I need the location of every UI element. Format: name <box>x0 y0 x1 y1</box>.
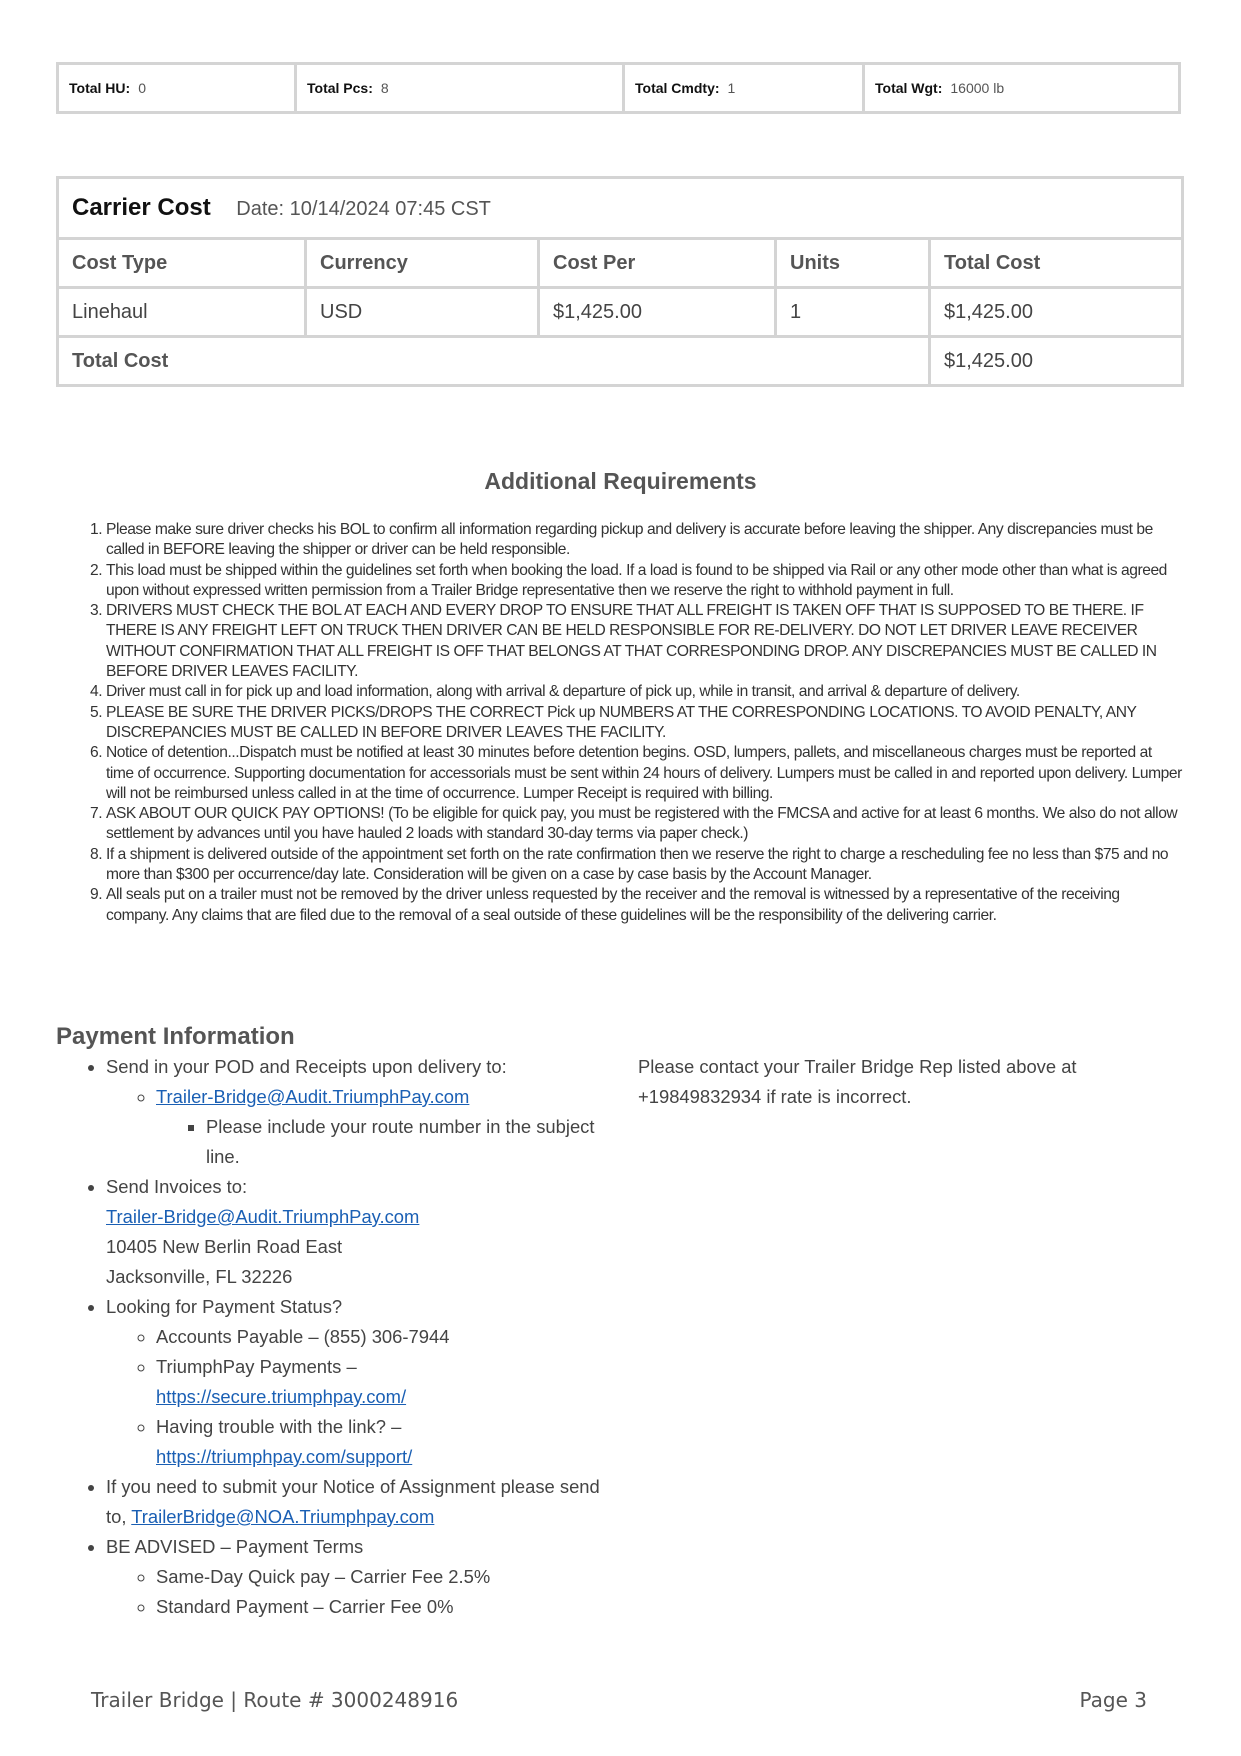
carrier-cost-header <box>58 178 1183 239</box>
pod-note: ▪ Please include your route number in the subject line. <box>206 1112 616 1172</box>
list-item <box>106 1472 616 1532</box>
payment-info-list <box>56 1052 616 1622</box>
total-hu-label: Total HU: <box>69 80 131 96</box>
accounts-payable-item: ◦ Accounts Payable – (855) 306-7944 <box>156 1322 616 1352</box>
total-pcs-value: 8 <box>380 80 389 96</box>
payment-term-item: ◦ Same-Day Quick pay – Carrier Fee 2.5% <box>156 1562 616 1592</box>
requirement-item: 9. All seals put on a trailer must not be removed by the driver unless requested by the receiver and the removal is witnessed by a representative of the receiving company. Any claims that are filed due to the removal of a seal outside of these guidelines will be the responsibility of the delivering carrier. <box>106 885 1182 926</box>
cell-cost-type: Linehaul <box>58 288 306 337</box>
pod-text: Send in your POD and Receipts upon delivery to: <box>106 1056 507 1077</box>
requirement-item: 4. Driver must call in for pick up and load information, along with arrival & departure of pick up, while in transit, and arrival & departure of delivery. <box>106 682 1182 702</box>
invoice-address-line1: 10405 New Berlin Road East <box>106 1236 343 1257</box>
total-wgt-value: 16000 lb <box>950 80 1005 96</box>
total-cmdty-label: Total Cmdty: <box>635 80 720 96</box>
col-cost-type: Cost Type <box>58 239 306 288</box>
total-cost-label: Total Cost <box>58 337 930 386</box>
total-hu-value: 0 <box>138 80 146 96</box>
requirements-title: Additional Requirements <box>484 468 757 494</box>
footer-page-number: Page 3 <box>1079 1688 1147 1712</box>
total-pcs <box>297 62 625 114</box>
col-total-cost: Total Cost <box>930 239 1183 288</box>
requirement-item: 5. PLEASE BE SURE THE DRIVER PICKS/DROPS THE CORRECT Pick up NUMBERS AT THE CORRESPONDING LOCATIONS. TO AVOID PENALTY, ANY DISCREPANCIES MUST BE CALLED IN BEFORE DRIVER LEAVES THE FACILITY. <box>106 703 1182 744</box>
table-row <box>58 288 1183 337</box>
support-link[interactable]: https://triumphpay.com/support/ <box>156 1446 413 1467</box>
cell-currency: USD <box>306 288 539 337</box>
noa-text: If you need to submit your Notice of Assignment please send to, <box>106 1476 600 1527</box>
requirement-item: 1. Please make sure driver checks his BOL to confirm all information regarding pickup and delivery is accurate before leaving the shipper. Any discrepancies must be called in BEFORE leaving the shipper or driver can be held responsible. <box>106 520 1182 561</box>
requirement-item: 6. Notice of detention...Dispatch must be notified at least 30 minutes before detention begins. OSD, lumpers, pallets, and miscellaneous charges must be reported at time of occurrence. Supporting documentation for accessorials must be sent within 24 hours of delivery. Lumpers must be called in and reported upon delivery. Lumper will not be reimbursed unless called in at the time of occurrence. Lumper Receipt is required with billing. <box>106 743 1182 804</box>
col-cost-per: Cost Per <box>539 239 776 288</box>
list-item <box>156 1082 616 1172</box>
footer-route: Trailer Bridge | Route # 3000248916 <box>91 1688 459 1712</box>
cell-total-cost: $1,425.00 <box>930 288 1183 337</box>
col-currency: Currency <box>306 239 539 288</box>
invoice-text: Send Invoices to: <box>106 1176 248 1197</box>
noa-email-link[interactable]: TrailerBridge@NOA.Triumphpay.com <box>131 1506 435 1527</box>
requirement-item: 2. This load must be shipped within the guidelines set forth when booking the load. If a load is found to be shipped via Rail or any other mode other than what is agreed upon without expressed written permission from a Trailer Bridge representative then we reserve the right to withhold payment in full. <box>106 561 1182 602</box>
table-header-row <box>58 239 1183 288</box>
cell-units: 1 <box>776 288 930 337</box>
requirement-item: 3. DRIVERS MUST CHECK THE BOL AT EACH AND EVERY DROP TO ENSURE THAT ALL FREIGHT IS TAKEN OFF THAT IS SUPPOSED TO BE THERE. IF THERE IS ANY FREIGHT LEFT ON TRUCK THEN DRIVER CAN BE HELD RESPONSIBLE FOR RE-DELIVERY. DO NOT LET DRIVER LEAVE RECEIVER WITHOUT CONFIRMATION THAT ALL FREIGHT IS OFF THAT BELONGS AT THAT CORRESPONDING DROP. ANY DISCREPANCIES MUST BE CALLED IN BEFORE DRIVER LEAVES FACILITY. <box>106 601 1182 682</box>
list-item <box>106 1292 616 1472</box>
total-row <box>58 337 1183 386</box>
payment-title: Payment Information <box>56 1023 295 1050</box>
pod-email-link[interactable]: Trailer-Bridge@Audit.TriumphPay.com <box>156 1086 470 1107</box>
totals-bar <box>56 62 1181 114</box>
requirements-list <box>106 520 1182 926</box>
carrier-cost-title: Carrier Cost <box>72 194 211 221</box>
requirement-item: 8. If a shipment is delivered outside of the appointment set forth on the rate confirmation then we reserve the right to charge a rescheduling fee no less than $75 and no more than $300 per occurrence/day late. Consideration will be given on a case by case basis by the Account Manager. <box>106 845 1182 886</box>
cell-cost-per: $1,425.00 <box>539 288 776 337</box>
total-hu <box>56 62 297 114</box>
list-item <box>106 1172 616 1292</box>
total-wgt <box>865 62 1181 114</box>
list-item <box>156 1352 616 1412</box>
requirement-item: 7. ASK ABOUT OUR QUICK PAY OPTIONS! (To be eligible for quick pay, you must be registered with the FMCSA and active for at least 6 months. We also do not allow settlement by advances until you have hauled 2 loads with standard 30-day terms via paper check.) <box>106 804 1182 845</box>
list-item <box>156 1412 616 1472</box>
triumphpay-link[interactable]: https://secure.triumphpay.com/ <box>156 1386 407 1407</box>
invoice-address-line2: Jacksonville, FL 32226 <box>106 1266 293 1287</box>
support-label: Having trouble with the link? – <box>156 1416 402 1437</box>
advised-text: BE ADVISED – Payment Terms <box>106 1536 364 1557</box>
total-wgt-label: Total Wgt: <box>875 80 943 96</box>
triumphpay-label: TriumphPay Payments – <box>156 1356 357 1377</box>
list-item <box>106 1532 616 1622</box>
col-units: Units <box>776 239 930 288</box>
carrier-cost-date: Date: 10/14/2024 07:45 CST <box>236 198 491 220</box>
total-cmdty <box>625 62 865 114</box>
contact-note: Please contact your Trailer Bridge Rep listed above at +19849832934 if rate is incorrect. <box>638 1056 1077 1107</box>
carrier-cost-table <box>56 176 1184 387</box>
total-cmdty-value: 1 <box>727 80 736 96</box>
list-item <box>106 1052 616 1172</box>
status-text: Looking for Payment Status? <box>106 1296 343 1317</box>
invoice-email-link[interactable]: Trailer-Bridge@Audit.TriumphPay.com <box>106 1206 420 1227</box>
total-pcs-label: Total Pcs: <box>307 80 373 96</box>
payment-term-item: ◦ Standard Payment – Carrier Fee 0% <box>156 1592 616 1622</box>
total-cost-value: $1,425.00 <box>930 337 1183 386</box>
